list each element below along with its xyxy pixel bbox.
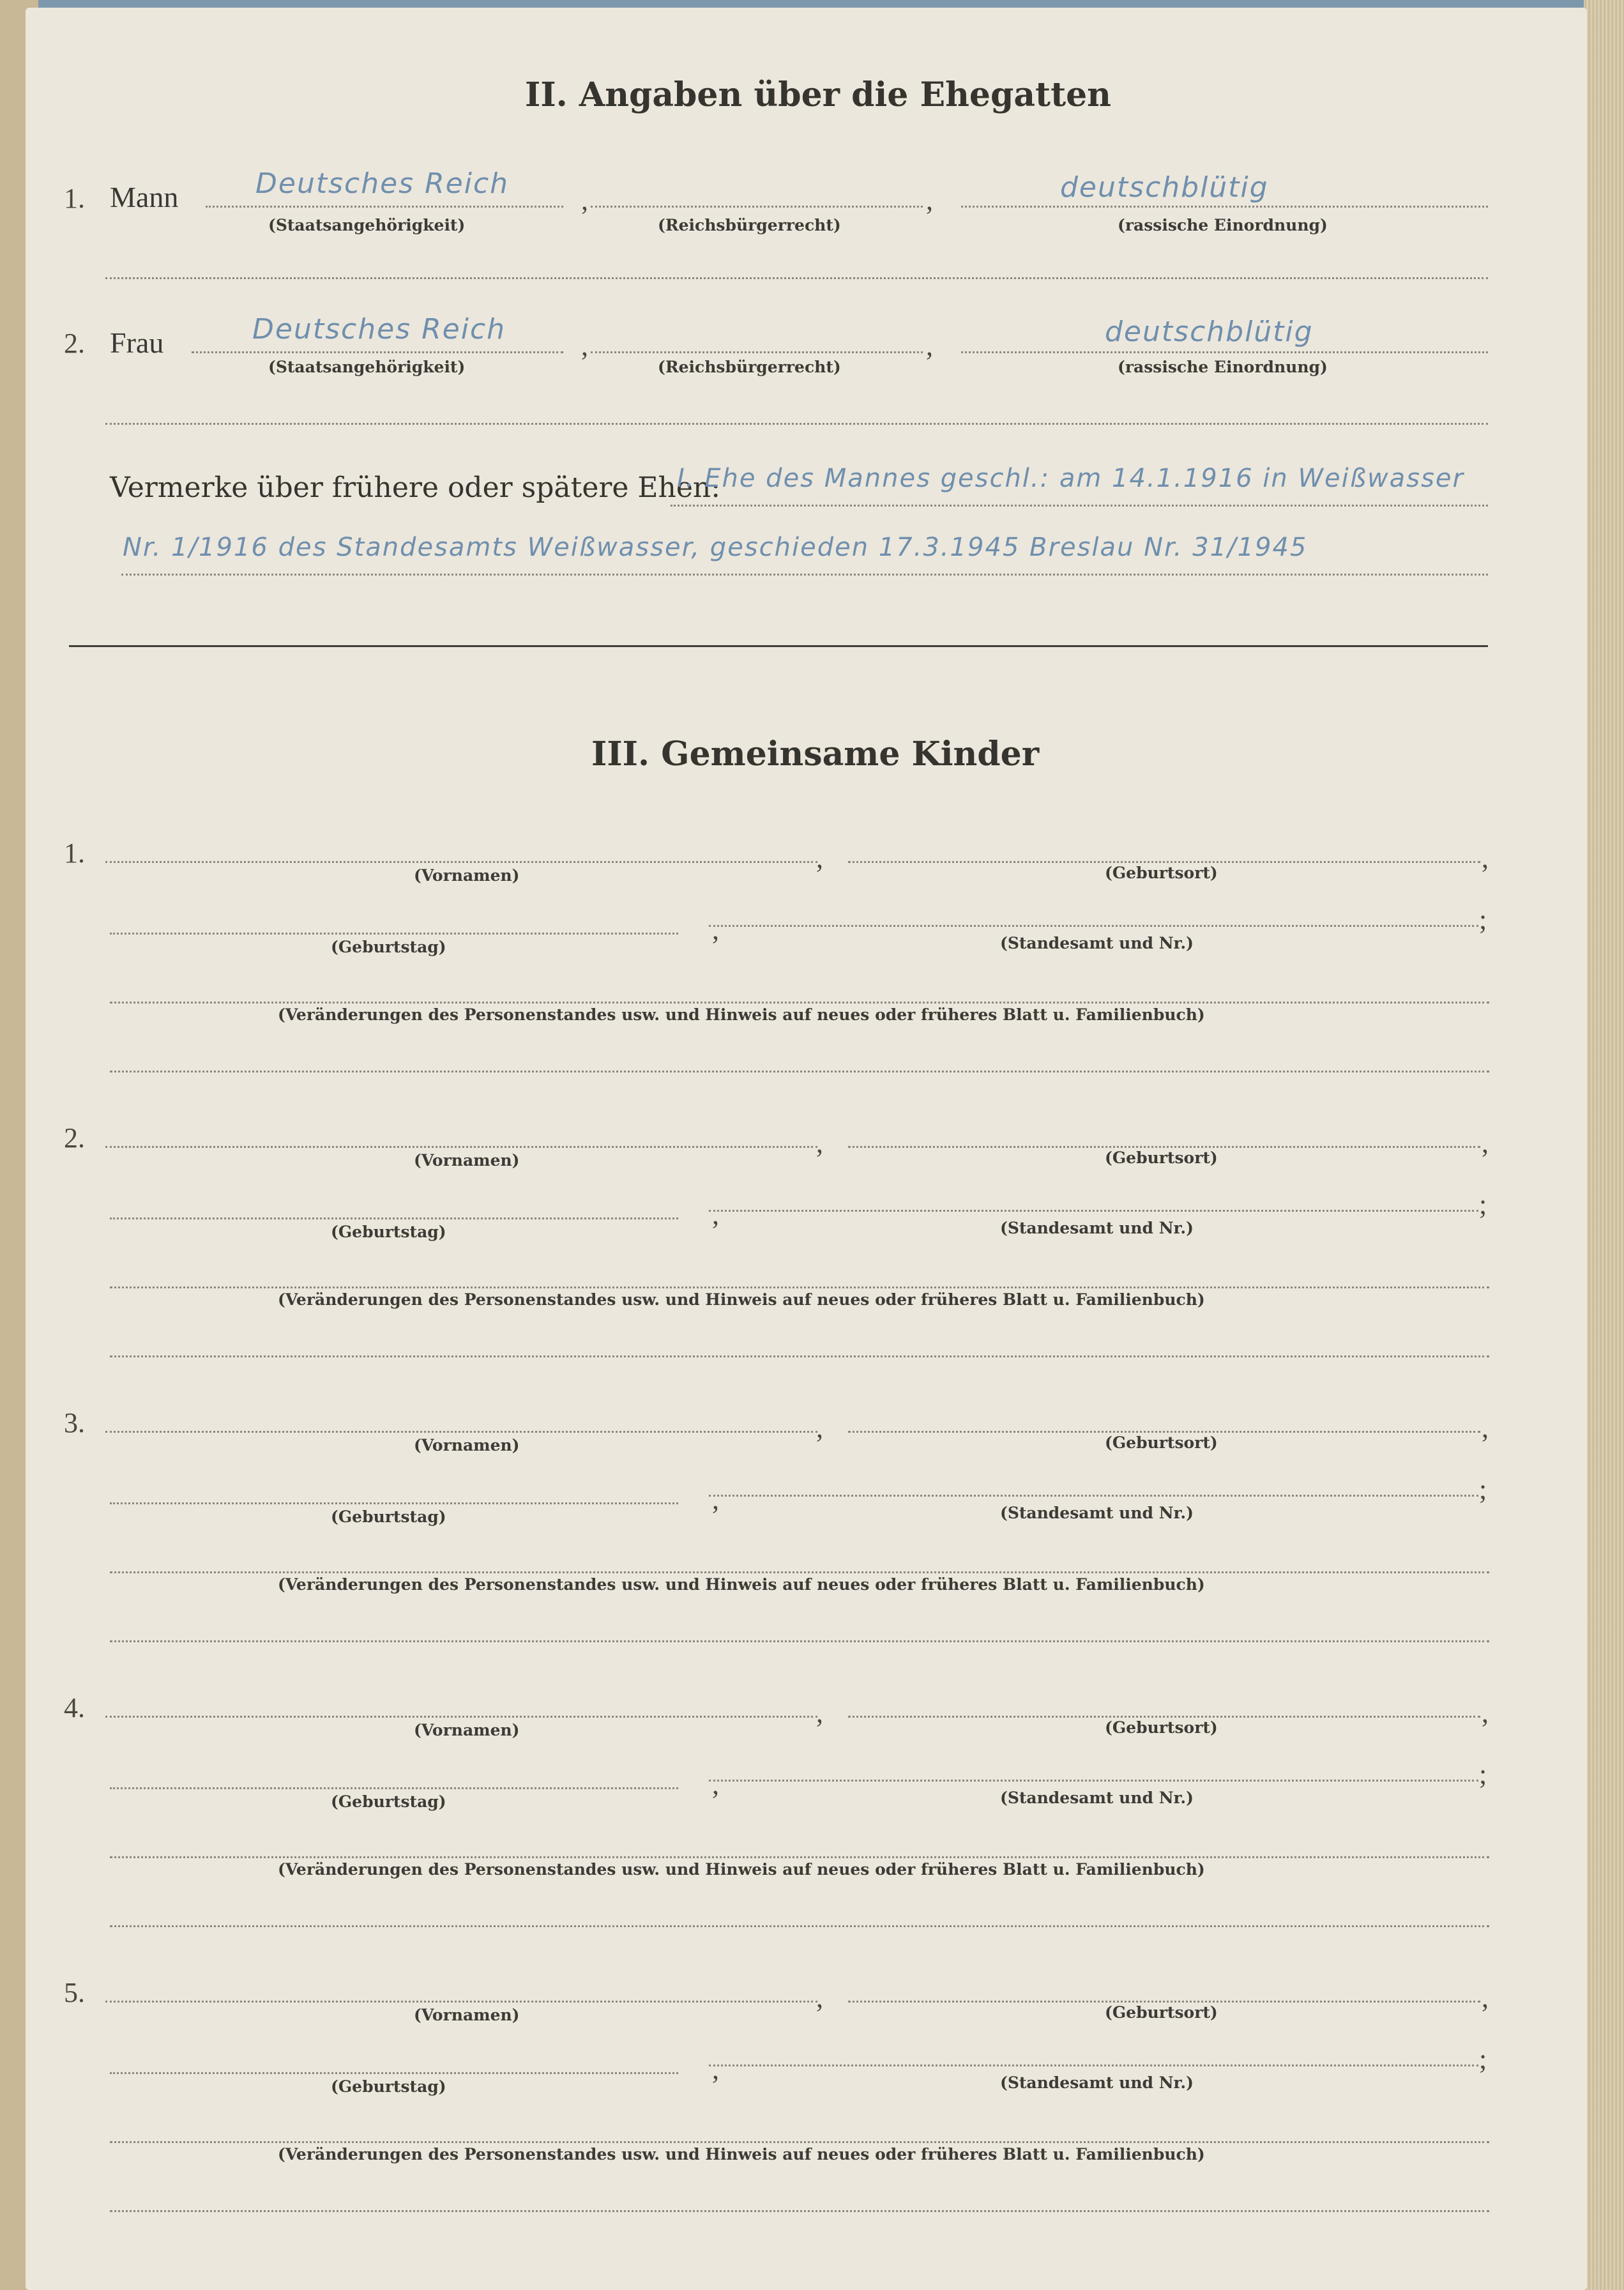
child-birthdate-line bbox=[110, 1502, 678, 1504]
comma: , bbox=[1482, 843, 1489, 874]
caption-birthdate: (Geburtstag) bbox=[331, 1223, 446, 1241]
man-extra-line bbox=[105, 277, 1488, 279]
child-birthdate-line bbox=[110, 2072, 678, 2074]
document-page bbox=[26, 8, 1587, 2290]
caption-changes: (Veränderungen des Personenstandes usw. und Hinweis auf neues oder früheres Blatt u. Familienbuch) bbox=[278, 1860, 1205, 1879]
child-registry-line bbox=[709, 1780, 1478, 1782]
caption-registry: (Standesamt und Nr.) bbox=[1000, 1789, 1194, 1807]
caption-citizenship: (Staatsangehörigkeit) bbox=[268, 358, 466, 376]
caption-birthdate: (Geburtstag) bbox=[331, 2077, 446, 2096]
caption-changes: (Veränderungen des Personenstandes usw. und Hinweis auf neues oder früheres Blatt u. Familienbuch) bbox=[278, 1005, 1205, 1024]
comma: , bbox=[816, 1982, 823, 2013]
child-number: 3. bbox=[64, 1407, 85, 1439]
caption-registry: (Standesamt und Nr.) bbox=[1000, 1504, 1194, 1522]
child-number: 5. bbox=[64, 1977, 85, 2008]
child-number: 1. bbox=[64, 837, 85, 869]
comma: , bbox=[816, 1412, 823, 1444]
caption-reich-citizenship: (Reichsbürgerrecht) bbox=[658, 216, 841, 234]
caption-birthplace: (Geburtsort) bbox=[1105, 1433, 1218, 1452]
remarks-text-1: I. Ehe des Mannes geschl.: am 14.1.1916 in Weißwasser bbox=[677, 464, 1464, 493]
section-separator bbox=[69, 645, 1488, 647]
man-racial-line bbox=[961, 206, 1488, 208]
comma: , bbox=[581, 330, 588, 362]
child-first-names-line bbox=[105, 1431, 817, 1433]
woman-citizenship-line bbox=[192, 351, 563, 353]
child-changes-extra-line bbox=[110, 2210, 1489, 2212]
comma: , bbox=[1482, 1697, 1489, 1729]
comma: , bbox=[581, 185, 588, 216]
child-birthdate-line bbox=[110, 1787, 678, 1789]
child-registry-line bbox=[709, 1495, 1478, 1497]
man-label: Mann bbox=[110, 181, 179, 213]
woman-label: Frau bbox=[110, 326, 164, 359]
caption-first-names: (Vornamen) bbox=[414, 2006, 520, 2024]
comma: , bbox=[712, 1769, 719, 1800]
remarks-text-2: Nr. 1/1916 des Standesamts Weißwasser, geschieden 17.3.1945 Breslau Nr. 31/1945 bbox=[123, 533, 1308, 562]
child-birthplace-line bbox=[848, 2001, 1480, 2003]
child-registry-line bbox=[709, 925, 1478, 927]
woman-reich-line bbox=[591, 351, 923, 353]
comma: , bbox=[816, 1127, 823, 1159]
man-number: 1. bbox=[64, 183, 85, 214]
child-first-names-line bbox=[105, 2001, 817, 2003]
caption-racial: (rassische Einordnung) bbox=[1118, 216, 1328, 234]
child-changes-extra-line bbox=[110, 1355, 1489, 1357]
comma: , bbox=[1482, 1412, 1489, 1444]
child-birthdate-line bbox=[110, 933, 678, 935]
caption-birthdate: (Geburtstag) bbox=[331, 1792, 446, 1811]
caption-birthplace: (Geburtsort) bbox=[1105, 1718, 1218, 1737]
comma: , bbox=[816, 1697, 823, 1729]
child-birthdate-line bbox=[110, 1218, 678, 1219]
semicolon: ; bbox=[1479, 1759, 1487, 1790]
semicolon: ; bbox=[1479, 2043, 1487, 2075]
child-first-names-line bbox=[105, 1146, 817, 1148]
woman-extra-line bbox=[105, 423, 1488, 425]
comma: , bbox=[712, 914, 719, 945]
child-changes-extra-line bbox=[110, 1640, 1489, 1642]
section-3-title: III. Gemeinsame Kinder bbox=[591, 735, 1040, 774]
caption-first-names: (Vornamen) bbox=[414, 1436, 520, 1454]
caption-registry: (Standesamt und Nr.) bbox=[1000, 934, 1194, 952]
caption-birthplace: (Geburtsort) bbox=[1105, 864, 1218, 882]
caption-registry: (Standesamt und Nr.) bbox=[1000, 2073, 1194, 2092]
woman-number: 2. bbox=[64, 328, 85, 359]
child-changes-line bbox=[110, 1856, 1489, 1858]
comma: , bbox=[816, 843, 823, 874]
child-number: 2. bbox=[64, 1122, 85, 1154]
comma: , bbox=[712, 2054, 719, 2085]
man-reich-line bbox=[591, 206, 923, 208]
child-first-names-line bbox=[105, 861, 817, 863]
caption-reich-citizenship: (Reichsbürgerrecht) bbox=[658, 358, 841, 376]
man-citizenship-line bbox=[206, 206, 563, 208]
man-racial-value: deutschblütig bbox=[1060, 171, 1269, 204]
man-citizenship-value: Deutsches Reich bbox=[255, 167, 510, 200]
comma: , bbox=[926, 185, 933, 216]
remarks-line-1 bbox=[671, 505, 1488, 507]
woman-citizenship-value: Deutsches Reich bbox=[252, 313, 506, 346]
child-birthplace-line bbox=[848, 1146, 1480, 1148]
child-changes-extra-line bbox=[110, 1925, 1489, 1927]
child-registry-line bbox=[709, 1210, 1478, 1212]
comma: , bbox=[1482, 1982, 1489, 2013]
comma: , bbox=[1482, 1127, 1489, 1159]
child-changes-line bbox=[110, 2141, 1489, 2143]
caption-birthdate: (Geburtstag) bbox=[331, 1508, 446, 1526]
semicolon: ; bbox=[1479, 1189, 1487, 1220]
child-birthplace-line bbox=[848, 861, 1480, 863]
child-changes-line bbox=[110, 1002, 1489, 1004]
caption-registry: (Standesamt und Nr.) bbox=[1000, 1219, 1194, 1237]
child-first-names-line bbox=[105, 1716, 817, 1718]
child-registry-line bbox=[709, 2065, 1478, 2066]
semicolon: ; bbox=[1479, 904, 1487, 935]
caption-racial: (rassische Einordnung) bbox=[1118, 358, 1328, 376]
woman-racial-value: deutschblütig bbox=[1105, 316, 1314, 348]
caption-first-names: (Vornamen) bbox=[414, 1151, 520, 1170]
child-number: 4. bbox=[64, 1692, 85, 1723]
comma: , bbox=[926, 330, 933, 362]
caption-first-names: (Vornamen) bbox=[414, 866, 520, 885]
caption-birthdate: (Geburtstag) bbox=[331, 938, 446, 956]
caption-changes: (Veränderungen des Personenstandes usw. und Hinweis auf neues oder früheres Blatt u. Familienbuch) bbox=[278, 1290, 1205, 1309]
caption-birthplace: (Geburtsort) bbox=[1105, 2003, 1218, 2022]
caption-birthplace: (Geburtsort) bbox=[1105, 1149, 1218, 1167]
semicolon: ; bbox=[1479, 1474, 1487, 1505]
caption-citizenship: (Staatsangehörigkeit) bbox=[268, 216, 466, 234]
caption-first-names: (Vornamen) bbox=[414, 1721, 520, 1739]
child-changes-line bbox=[110, 1571, 1489, 1573]
section-2-title: II. Angaben über die Ehegatten bbox=[525, 75, 1111, 114]
remarks-label: Vermerke über frühere oder spätere Ehen: bbox=[110, 471, 721, 504]
caption-changes: (Veränderungen des Personenstandes usw. und Hinweis auf neues oder früheres Blatt u. Familienbuch) bbox=[278, 1575, 1205, 1594]
remarks-line-2 bbox=[121, 574, 1488, 576]
child-changes-line bbox=[110, 1286, 1489, 1288]
child-birthplace-line bbox=[848, 1431, 1480, 1433]
caption-changes: (Veränderungen des Personenstandes usw. und Hinweis auf neues oder früheres Blatt u. Familienbuch) bbox=[278, 2145, 1205, 2164]
comma: , bbox=[712, 1484, 719, 1515]
book-page-edges bbox=[1584, 0, 1624, 2290]
child-birthplace-line bbox=[848, 1716, 1480, 1718]
comma: , bbox=[712, 1199, 719, 1230]
child-changes-extra-line bbox=[110, 1071, 1489, 1072]
woman-racial-line bbox=[961, 351, 1488, 353]
